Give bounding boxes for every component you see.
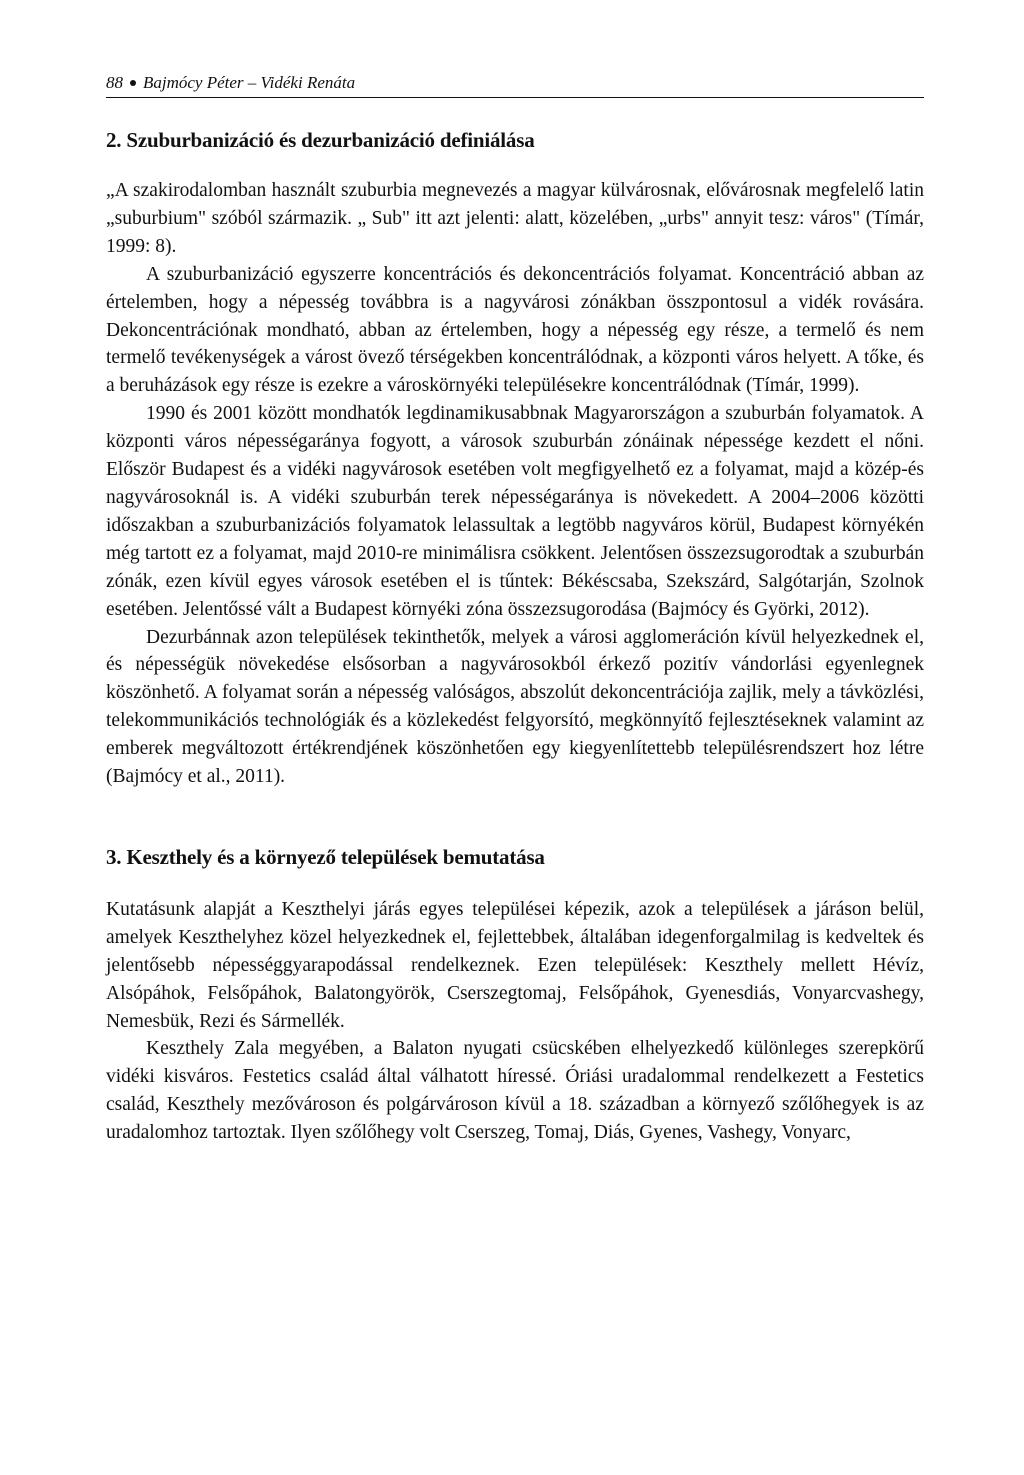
section-2-paragraph-4: Dezurbánnak azon települések tekinthetők, melyek a városi agglomeráción kívül helyezkednek el, és népességük növekedése elsősorban a nagyvárosokból érkező pozitív vándorlási egyenlegnek köszönhető. A folyamat során a népesség valóságos, abszolút dekoncentrációja zajlik, mely a távközlési, telekommunikációs technológiák és a közlekedést felgyorsító, megkönnyítő fejlesztéseknek valamint az emberek megváltozott értékrendjének köszönhetően egy kiegyenlítettebb településrendszert hoz létre (Bajmócy et al., 2011). [106,626,924,788]
bullet-icon [130,80,136,86]
section-2-paragraph-3: 1990 és 2001 között mondhatók legdinamikusabbnak Magyarországon a szuburbán folyamatok. A központi város népességaránya fogyott, a városok szuburbán zónáinak népessége kezdett el nőni. Először Budapest és a vidéki nagyvárosok esetében volt megfigyelhető ez a folyamat, majd a közép-és nagyvárosoknál is. A vidéki szuburbán terek népességaránya is növekedett. A 2004–2006 közötti időszakban a szuburbanizációs folyamatok lelassultak a legtöbb nagyváros körül, Budapest környékén még tartott ez a folyamat, majd 2010-re minimálisra csökkent. Jelentősen összezsugorodtak a szuburbán zónák, ezen kívül egyes városok esetében el is tűntek: Békéscsaba, Szekszárd, Salgótarján, Szolnok esetében. Jelentőssé vált a Budapest környéki zóna összezsugorodása (Bajmócy és Györki, 2012). [106,403,924,620]
page-number: 88 [106,73,123,92]
section-2-paragraph-2: A szuburbanizáció egyszerre koncentrációs és dekoncentrációs folyamat. Koncentráció abban az értelemben, hogy a népesség továbbra is a nagyvárosi zónákban összpontosul a vidék rovására. Dekoncentrációnak mondható, abban az értelemben, hogy a népesség egy része, a termelő és nem termelő tevékenységek a várost övező térségekben koncentrálódnak, a központi város helyett. A tőke, és a beruházások egy része is ezekre a városkörnyéki településekre koncentrálódnak (Tímár, 1999). [106,263,924,397]
page [106,72,924,1147]
running-header [106,72,924,98]
section-2-title: 2. Szuburbanizáció és dezurbanizáció definiálása [106,128,535,152]
section-2-paragraph-1: „A szakirodalomban használt szuburbia megnevezés a magyar külvárosnak, elővárosnak megfelelő latin „suburbium" szóból származik. „ Sub" itt azt jelenti: alatt, közelében, „urbs" annyit tesz: város" (Tímár, 1999: 8). [106,180,924,257]
header-authors: Bajmócy Péter – Vidéki Renáta [143,73,356,92]
section-3-paragraph-2: Keszthely Zala megyében, a Balaton nyugati csücskében elhelyezkedő különleges szerepkörű vidéki kisváros. Festetics család által válhatott híressé. Óriási uradalommal rendelkezett a Festetics család, Keszthely mezővároson és polgárvároson kívül a 18. században a környező szőlőhegyek is az uradalomhoz tartoztak. Ilyen szőlőhegy volt Cserszeg, Tomaj, Diás, Gyenes, Vashegy, Vonyarc, [106,1038,924,1144]
section-3-paragraph-1: Kutatásunk alapját a Keszthelyi járás egyes települései képezik, azok a települések a járáson belül, amelyek Keszthelyhez közel helyezkednek el, fejlettebbek, általában idegenforgalmilag is kedveltek és jelentősebb népességgyarapodással rendelkeznek. Ezen települések: Keszthely mellett Hévíz, Alsópáhok, Felsőpáhok, Balatongyörök, Cserszegtomaj, Felsőpáhok, Gyenesdiás, Vonyarcvashegy, Nemesbük, Rezi és Sármellék. [106,898,924,1032]
section-3-title: 3. Keszthely és a környező települések bemutatása [106,844,545,869]
